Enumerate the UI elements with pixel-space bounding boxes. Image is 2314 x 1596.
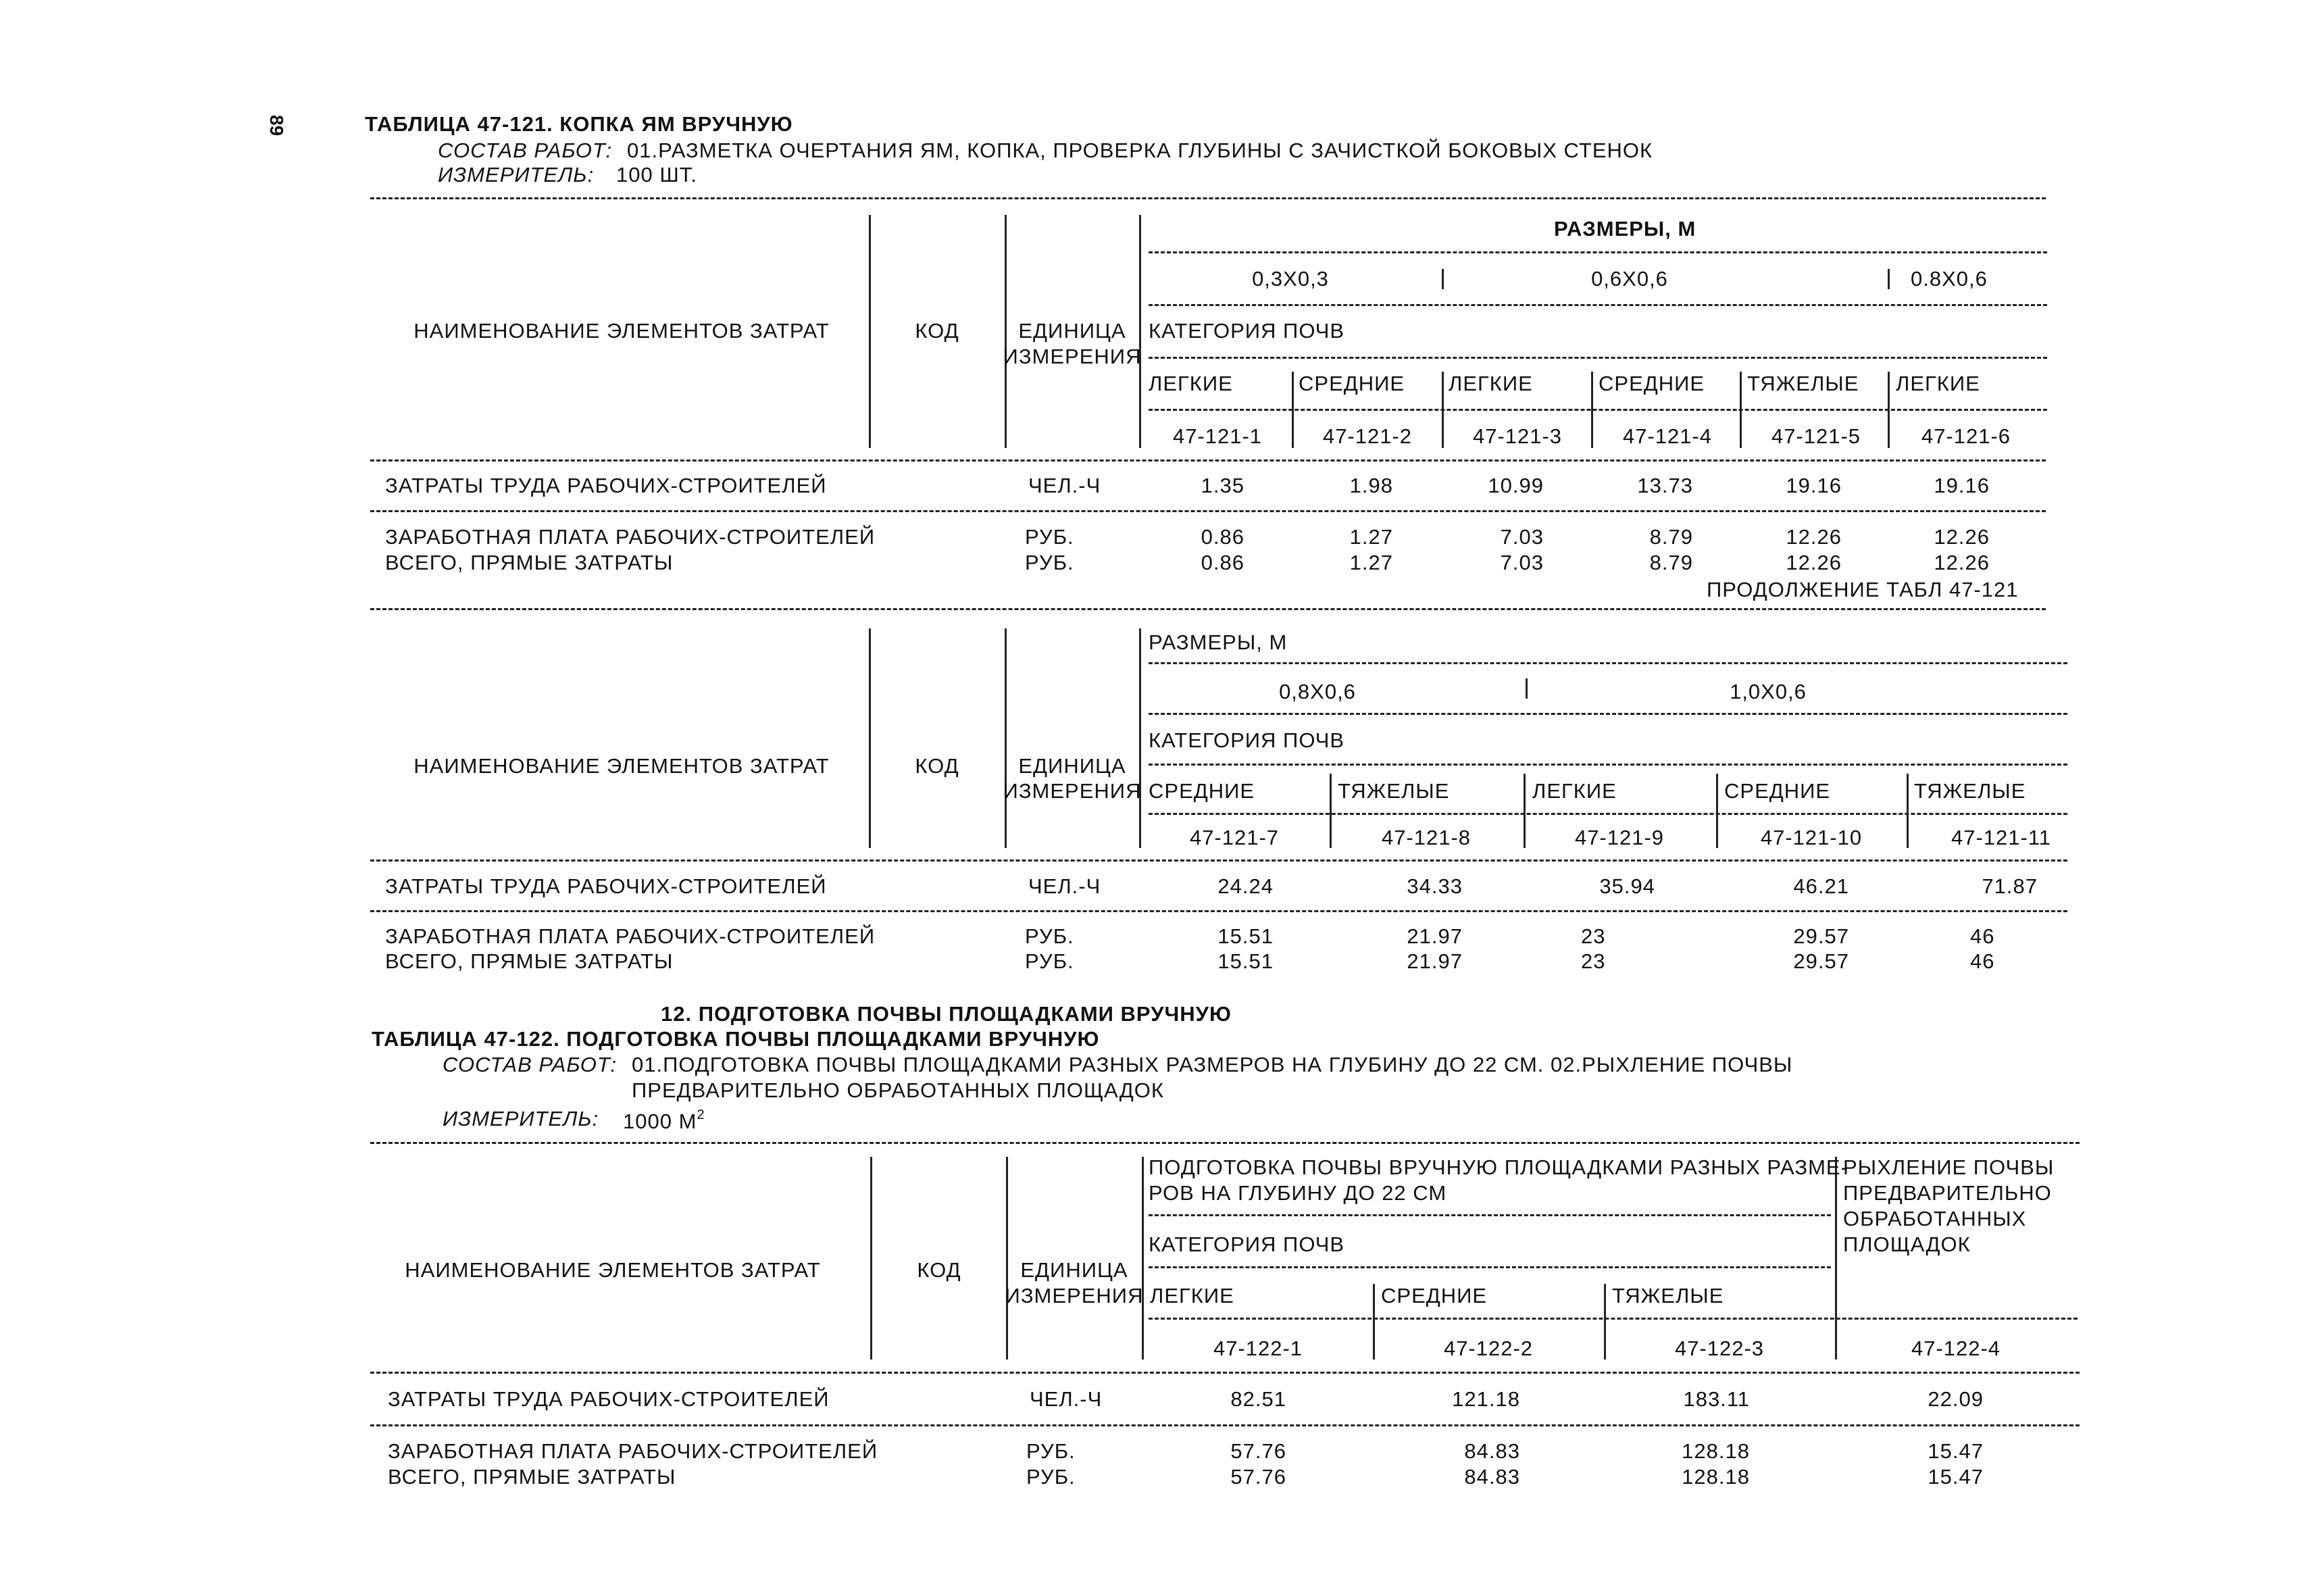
row-name: ВСЕГО, ПРЯМЫЕ ЗАТРАТЫ	[385, 949, 674, 973]
row-value: 1.27	[1349, 551, 1393, 574]
sizes-header: РАЗМЕРЫ, М	[1149, 630, 1288, 654]
group-header: РЫХЛЕНИЕ ПОЧВЫ	[1843, 1155, 2055, 1179]
page-number: 89	[266, 115, 287, 136]
divider	[869, 628, 871, 848]
row-value: 15.51	[1217, 949, 1274, 973]
norm-code: 47-121-8	[1381, 826, 1472, 849]
row-value: 84.83	[1464, 1439, 1520, 1463]
row-value: 183.11	[1683, 1387, 1750, 1411]
row-value: 23	[1581, 924, 1606, 948]
row-value: 13.73	[1637, 474, 1693, 497]
work-composition-label: СОСТАВ РАБОТ:	[443, 1053, 618, 1076]
category-label: СРЕДНИЕ	[1381, 1284, 1488, 1307]
divider	[1149, 813, 2067, 815]
measure-value-sup: 2	[697, 1107, 705, 1122]
row-value: 34.33	[1407, 874, 1463, 898]
divider	[869, 215, 871, 448]
work-composition-text: 01.РАЗМЕТКА ОЧЕРТАНИЯ ЯМ, КОПКА, ПРОВЕРКА ГЛУБИНЫ С ЗАЧИСТКОЙ БОКОВЫХ СТЕНОК	[627, 139, 1653, 162]
column-header-unit: ИЗМЕРЕНИЯ	[1003, 345, 1142, 368]
divider	[1005, 215, 1007, 448]
row-value: 10.99	[1488, 474, 1544, 497]
row-value: 84.83	[1464, 1465, 1520, 1489]
column-header-code: КОД	[915, 754, 959, 778]
category-label: ЛЕГКИЕ	[1149, 372, 1233, 395]
row-value: 46	[1970, 924, 1995, 948]
row-name: ЗАТРАТЫ ТРУДА РАБОЧИХ-СТРОИТЕЛЕЙ	[385, 874, 827, 898]
measure-label: ИЗМЕРИТЕЛЬ:	[438, 163, 595, 186]
row-value: 1.35	[1201, 474, 1244, 497]
row-name: ЗАРАБОТНАЯ ПЛАТА РАБОЧИХ-СТРОИТЕЛЕЙ	[388, 1439, 878, 1463]
row-value: 29.57	[1793, 949, 1849, 973]
row-value: 0.86	[1201, 525, 1244, 549]
category-label: СРЕДНИЕ	[1299, 372, 1405, 395]
divider	[1006, 1157, 1008, 1360]
column-header-unit: ЕДИНИЦА	[1018, 319, 1126, 343]
divider	[1139, 628, 1141, 848]
row-unit: РУБ.	[1026, 1465, 1076, 1489]
divider	[1139, 215, 1141, 448]
row-name: ВСЕГО, ПРЯМЫЕ ЗАТРАТЫ	[385, 551, 674, 574]
norm-code: 47-121-5	[1771, 424, 1861, 448]
row-value: 12.26	[1786, 525, 1842, 549]
divider	[370, 1372, 2080, 1374]
category-label: ЛЕГКИЕ	[1150, 1284, 1234, 1307]
soil-category-header: КАТЕГОРИЯ ПОЧВ	[1149, 728, 1345, 752]
row-value: 1.98	[1349, 474, 1393, 497]
divider	[1835, 1157, 1837, 1360]
table-title: ТАБЛИЦА 47-121. КОПКА ЯМ ВРУЧНУЮ	[365, 112, 793, 136]
soil-category-header: КАТЕГОРИЯ ПОЧВ	[1149, 1232, 1345, 1256]
category-label: СРЕДНИЕ	[1724, 779, 1831, 803]
row-value: 8.79	[1649, 525, 1693, 549]
column-header-unit: ИЗМЕРЕНИЯ	[1005, 1284, 1144, 1307]
divider	[1604, 1284, 1606, 1360]
divider	[370, 197, 2046, 199]
row-value: 128.18	[1682, 1439, 1750, 1463]
row-value: 7.03	[1500, 551, 1544, 574]
divider	[1442, 269, 1444, 289]
group-header: ПРЕДВАРИТЕЛЬНО	[1843, 1181, 2052, 1205]
column-header-code: КОД	[917, 1258, 961, 1282]
row-unit: РУБ.	[1025, 924, 1074, 948]
category-label: ТЯЖЕЛЫЕ	[1914, 779, 2026, 803]
measure-value: 100 ШТ.	[616, 163, 697, 186]
divider	[1142, 1157, 1144, 1360]
divider	[370, 608, 2046, 610]
sizes-header: РАЗМЕРЫ, М	[1554, 217, 1696, 241]
row-value: 35.94	[1599, 874, 1655, 898]
measure-value	[623, 1108, 705, 1132]
row-value: 57.76	[1230, 1439, 1286, 1463]
norm-code: 47-121-9	[1574, 826, 1665, 849]
divider	[1149, 713, 2067, 715]
size-group: 1,0Х0,6	[1730, 680, 1807, 703]
norm-code: 47-122-1	[1213, 1337, 1303, 1360]
column-header-name: НАИМЕНОВАНИЕ ЭЛЕМЕНТОВ ЗАТРАТ	[413, 754, 830, 778]
divider	[1907, 774, 1909, 848]
divider	[1149, 1214, 1831, 1216]
size-group: 0,3Х0,3	[1252, 267, 1329, 291]
row-unit: ЧЕЛ.-Ч	[1028, 874, 1101, 898]
divider	[1373, 1284, 1375, 1360]
group-header: ПЛОЩАДОК	[1843, 1232, 1971, 1256]
category-label: ЛЕГКИЕ	[1896, 372, 1980, 395]
norm-code: 47-122-2	[1443, 1337, 1534, 1360]
row-value: 21.97	[1407, 949, 1463, 973]
row-value: 23	[1581, 949, 1606, 973]
divider	[1330, 774, 1332, 848]
column-header-unit: ЕДИНИЦА	[1020, 1258, 1128, 1282]
row-value: 57.76	[1230, 1465, 1286, 1489]
row-value: 46	[1970, 949, 1995, 973]
group-header: ОБРАБОТАННЫХ	[1843, 1207, 2027, 1230]
row-name: ЗАРАБОТНАЯ ПЛАТА РАБОЧИХ-СТРОИТЕЛЕЙ	[385, 525, 876, 549]
row-value: 82.51	[1230, 1387, 1286, 1411]
row-value: 21.97	[1407, 924, 1463, 948]
divider	[370, 459, 2046, 462]
divider	[1149, 304, 2047, 306]
continuation-note: ПРОДОЛЖЕНИЕ ТАБЛ 47-121	[1707, 578, 2019, 601]
divider	[370, 910, 2067, 912]
divider	[1149, 1266, 1831, 1268]
divider	[1716, 774, 1718, 848]
divider	[370, 1424, 2080, 1426]
norm-code: 47-121-1	[1172, 424, 1263, 448]
row-value: 22.09	[1928, 1387, 1984, 1411]
row-name: ЗАТРАТЫ ТРУДА РАБОЧИХ-СТРОИТЕЛЕЙ	[388, 1387, 830, 1411]
norm-code: 47-121-2	[1322, 424, 1413, 448]
row-name: ЗАРАБОТНАЯ ПЛАТА РАБОЧИХ-СТРОИТЕЛЕЙ	[385, 924, 876, 948]
norm-code: 47-121-7	[1189, 826, 1280, 849]
row-value: 121.18	[1452, 1387, 1520, 1411]
row-unit: РУБ.	[1025, 525, 1074, 549]
divider	[1888, 269, 1890, 289]
row-unit: ЧЕЛ.-Ч	[1028, 474, 1101, 497]
divider	[1149, 251, 2047, 253]
size-group: 0.8Х0,6	[1911, 267, 1988, 291]
row-value: 1.27	[1349, 525, 1393, 549]
row-value: 29.57	[1793, 924, 1849, 948]
divider	[1526, 678, 1528, 699]
divider	[1149, 1318, 2078, 1320]
row-value: 12.26	[1934, 551, 1990, 574]
size-group: 0,6Х0,6	[1591, 267, 1668, 291]
column-header-unit: ИЗМЕРЕНИЯ	[1003, 779, 1142, 803]
norm-code: 47-122-3	[1674, 1337, 1765, 1360]
divider	[870, 1157, 872, 1360]
divider	[1149, 662, 2067, 664]
column-header-name: НАИМЕНОВАНИЕ ЭЛЕМЕНТОВ ЗАТРАТ	[405, 1258, 821, 1282]
measure-value-text: 1000 М	[623, 1109, 697, 1133]
category-label: СРЕДНИЕ	[1149, 779, 1255, 803]
category-label: ТЯЖЕЛЫЕ	[1338, 779, 1450, 803]
divider	[1524, 774, 1526, 848]
row-name: ЗАТРАТЫ ТРУДА РАБОЧИХ-СТРОИТЕЛЕЙ	[385, 474, 827, 497]
row-value: 128.18	[1682, 1465, 1750, 1489]
row-unit: ЧЕЛ.-Ч	[1030, 1387, 1103, 1411]
norm-code: 47-121-6	[1921, 424, 2011, 448]
row-unit: РУБ.	[1025, 551, 1074, 574]
work-composition-text: ПРЕДВАРИТЕЛЬНО ОБРАБОТАННЫХ ПЛОЩАДОК	[632, 1078, 1164, 1102]
divider	[1005, 628, 1007, 848]
measure-label: ИЗМЕРИТЕЛЬ:	[443, 1107, 599, 1130]
divider	[370, 859, 2067, 862]
category-label: СРЕДНИЕ	[1599, 372, 1705, 395]
divider	[370, 1142, 2080, 1144]
column-header-unit: ЕДИНИЦА	[1018, 754, 1126, 778]
row-value: 19.16	[1934, 474, 1990, 497]
category-label: ТЯЖЕЛЫЕ	[1612, 1284, 1724, 1307]
norm-code: 47-121-11	[1951, 826, 2052, 849]
group-header: ПОДГОТОВКА ПОЧВЫ ВРУЧНУЮ ПЛОЩАДКАМИ РАЗНЫХ РАЗМЕ-	[1149, 1155, 1848, 1179]
divider	[1149, 357, 2047, 359]
size-group: 0,8Х0,6	[1279, 680, 1356, 703]
divider	[1149, 764, 2067, 766]
column-header-code: КОД	[915, 319, 959, 343]
row-value: 8.79	[1649, 551, 1693, 574]
row-value: 12.26	[1786, 551, 1842, 574]
column-header-name: НАИМЕНОВАНИЕ ЭЛЕМЕНТОВ ЗАТРАТ	[413, 319, 830, 343]
soil-category-header: КАТЕГОРИЯ ПОЧВ	[1149, 319, 1345, 343]
work-composition-label: СОСТАВ РАБОТ:	[438, 139, 613, 162]
row-value: 7.03	[1500, 525, 1544, 549]
norm-code: 47-121-10	[1760, 826, 1863, 849]
section-title: 12. ПОДГОТОВКА ПОЧВЫ ПЛОЩАДКАМИ ВРУЧНУЮ	[661, 1002, 1232, 1026]
row-value: 0.86	[1201, 551, 1244, 574]
row-value: 19.16	[1786, 474, 1842, 497]
work-composition-text: 01.ПОДГОТОВКА ПОЧВЫ ПЛОЩАДКАМИ РАЗНЫХ РАЗМЕРОВ НА ГЛУБИНУ ДО 22 СМ. 02.РЫХЛЕНИЕ ПОЧВЫ	[632, 1053, 1793, 1076]
norm-code: 47-121-3	[1472, 424, 1563, 448]
row-value: 12.26	[1934, 525, 1990, 549]
row-value: 24.24	[1217, 874, 1274, 898]
row-value: 46.21	[1793, 874, 1849, 898]
divider	[370, 510, 2046, 512]
row-value: 15.47	[1928, 1439, 1984, 1463]
category-label: ЛЕГКИЕ	[1532, 779, 1617, 803]
row-value: 71.87	[1982, 874, 2038, 898]
row-unit: РУБ.	[1026, 1439, 1076, 1463]
norm-code: 47-122-4	[1911, 1337, 2001, 1360]
category-label: ЛЕГКИЕ	[1449, 372, 1533, 395]
norm-code: 47-121-4	[1622, 424, 1713, 448]
category-label: ТЯЖЕЛЫЕ	[1747, 372, 1859, 395]
group-header: РОВ НА ГЛУБИНУ ДО 22 СМ	[1149, 1181, 1447, 1205]
divider	[1149, 409, 2047, 411]
row-value: 15.47	[1928, 1465, 1984, 1489]
row-name: ВСЕГО, ПРЯМЫЕ ЗАТРАТЫ	[388, 1465, 676, 1489]
row-value: 15.51	[1217, 924, 1274, 948]
table-title: ТАБЛИЦА 47-122. ПОДГОТОВКА ПОЧВЫ ПЛОЩАДКАМИ ВРУЧНУЮ	[372, 1027, 1100, 1051]
row-unit: РУБ.	[1025, 949, 1074, 973]
